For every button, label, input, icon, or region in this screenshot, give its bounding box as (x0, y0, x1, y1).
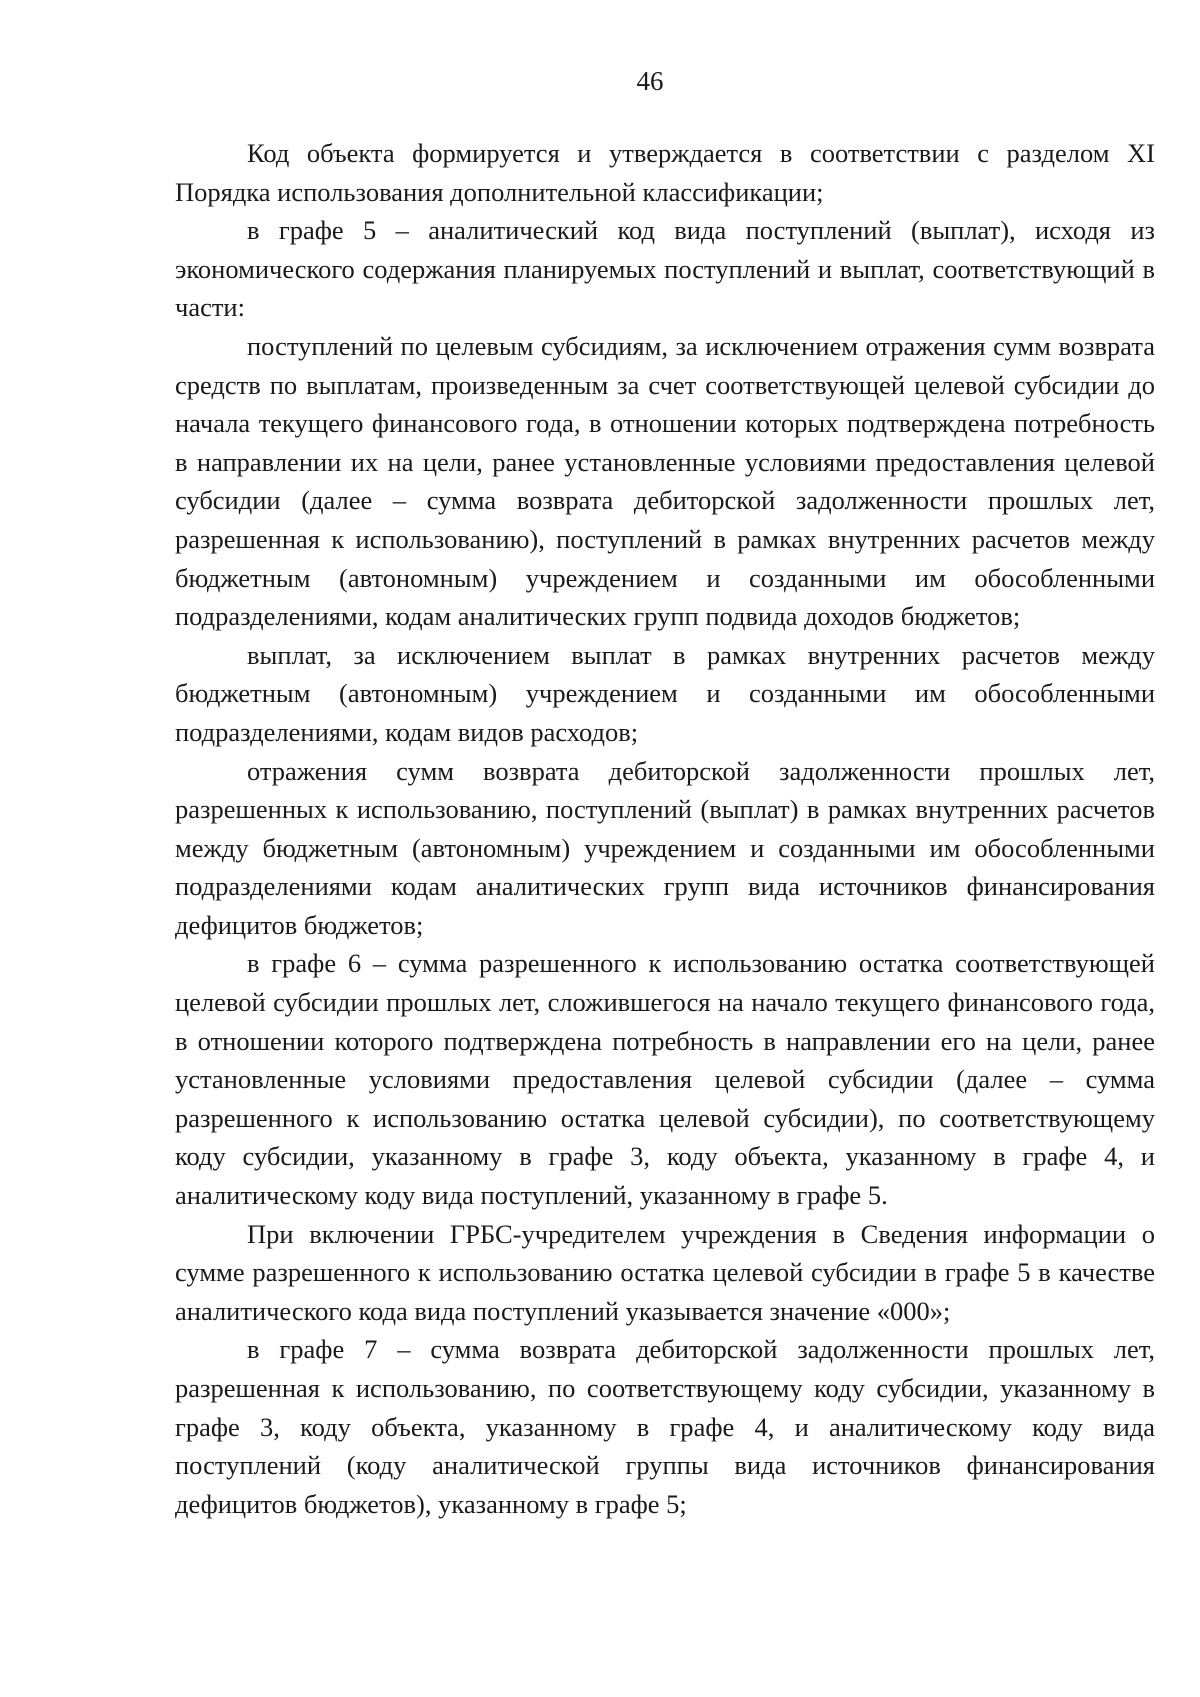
document-body (175, 134, 1155, 1523)
paragraph-column-5: в графе 5 – аналитический код вида поступлений (выплат), исходя из экономического содержания планируемых поступлений и выплат, соответствующий в части: (175, 215, 1155, 323)
paragraph-grbs-inclusion: При включении ГРБС-учредителем учреждения в Сведения информации о сумме разрешенного к использованию остатка целевой субсидии в графе 5 в качестве аналитического кода вида поступлений указывается значение «000»; (175, 1218, 1155, 1326)
paragraph-column-6: в графе 6 – сумма разрешенного к использованию остатка соответствующей целевой субсидии прошлых лет, сложившегося на начало текущего финансового года, в отношении которого подтверждена потребность в направлении его на цели, ранее установленные условиями предоставления целевой субсидии (далее – сумма разрешенного к использованию остатка целевой субсидии), по соответствующему коду субсидии, указанному в графе 3, коду объекта, указанному в графе 4, и аналитическому коду вида поступлений, указанному в графе 5. (175, 948, 1155, 1211)
paragraph-payments: выплат, за исключением выплат в рамках внутренних расчетов между бюджетным (автономным) учреждением и созданными им обособленными подразделениями, кодам видов расходов; (175, 639, 1155, 747)
paragraph-target-subsidy-receipts: поступлений по целевым субсидиям, за исключением отражения сумм возврата средств по выплатам, произведенным за счет соответствующей целевой субсидии до начала текущего финансового года, в отношении которых подтверждена потребность в направлении их на цели, ранее установленные условиями предоставления целевой субсидии (далее – сумма возврата дебиторской задолженности прошлых лет, разрешенная к использованию), поступлений в рамках внутренних расчетов между бюджетным (автономным) учреждением и созданными им обособленными подразделениями, кодам аналитических групп подвида доходов бюджетов; (175, 330, 1155, 632)
page-number: 46 (636, 66, 664, 96)
paragraph-object-code: Код объекта формируется и утверждается в соответствии с разделом XI Порядка использования дополнительной классификации; (175, 138, 1155, 207)
paragraph-column-7: в графе 7 – сумма возврата дебиторской задолженности прошлых лет, разрешенная к использованию, по соответствующему коду субсидии, указанному в графе 3, коду объекта, указанному в графе 4, и аналитическому коду вида поступлений (коду аналитической группы вида источников финансирования дефицитов бюджетов), указанному в графе 5; (175, 1334, 1155, 1519)
paragraph-receivables-return: отражения сумм возврата дебиторской задолженности прошлых лет, разрешенных к использованию, поступлений (выплат) в рамках внутренних расчетов между бюджетным (автономным) учреждением и созданными им обособленными подразделениями кодам аналитических групп вида источников финансирования дефицитов бюджетов; (175, 755, 1155, 940)
